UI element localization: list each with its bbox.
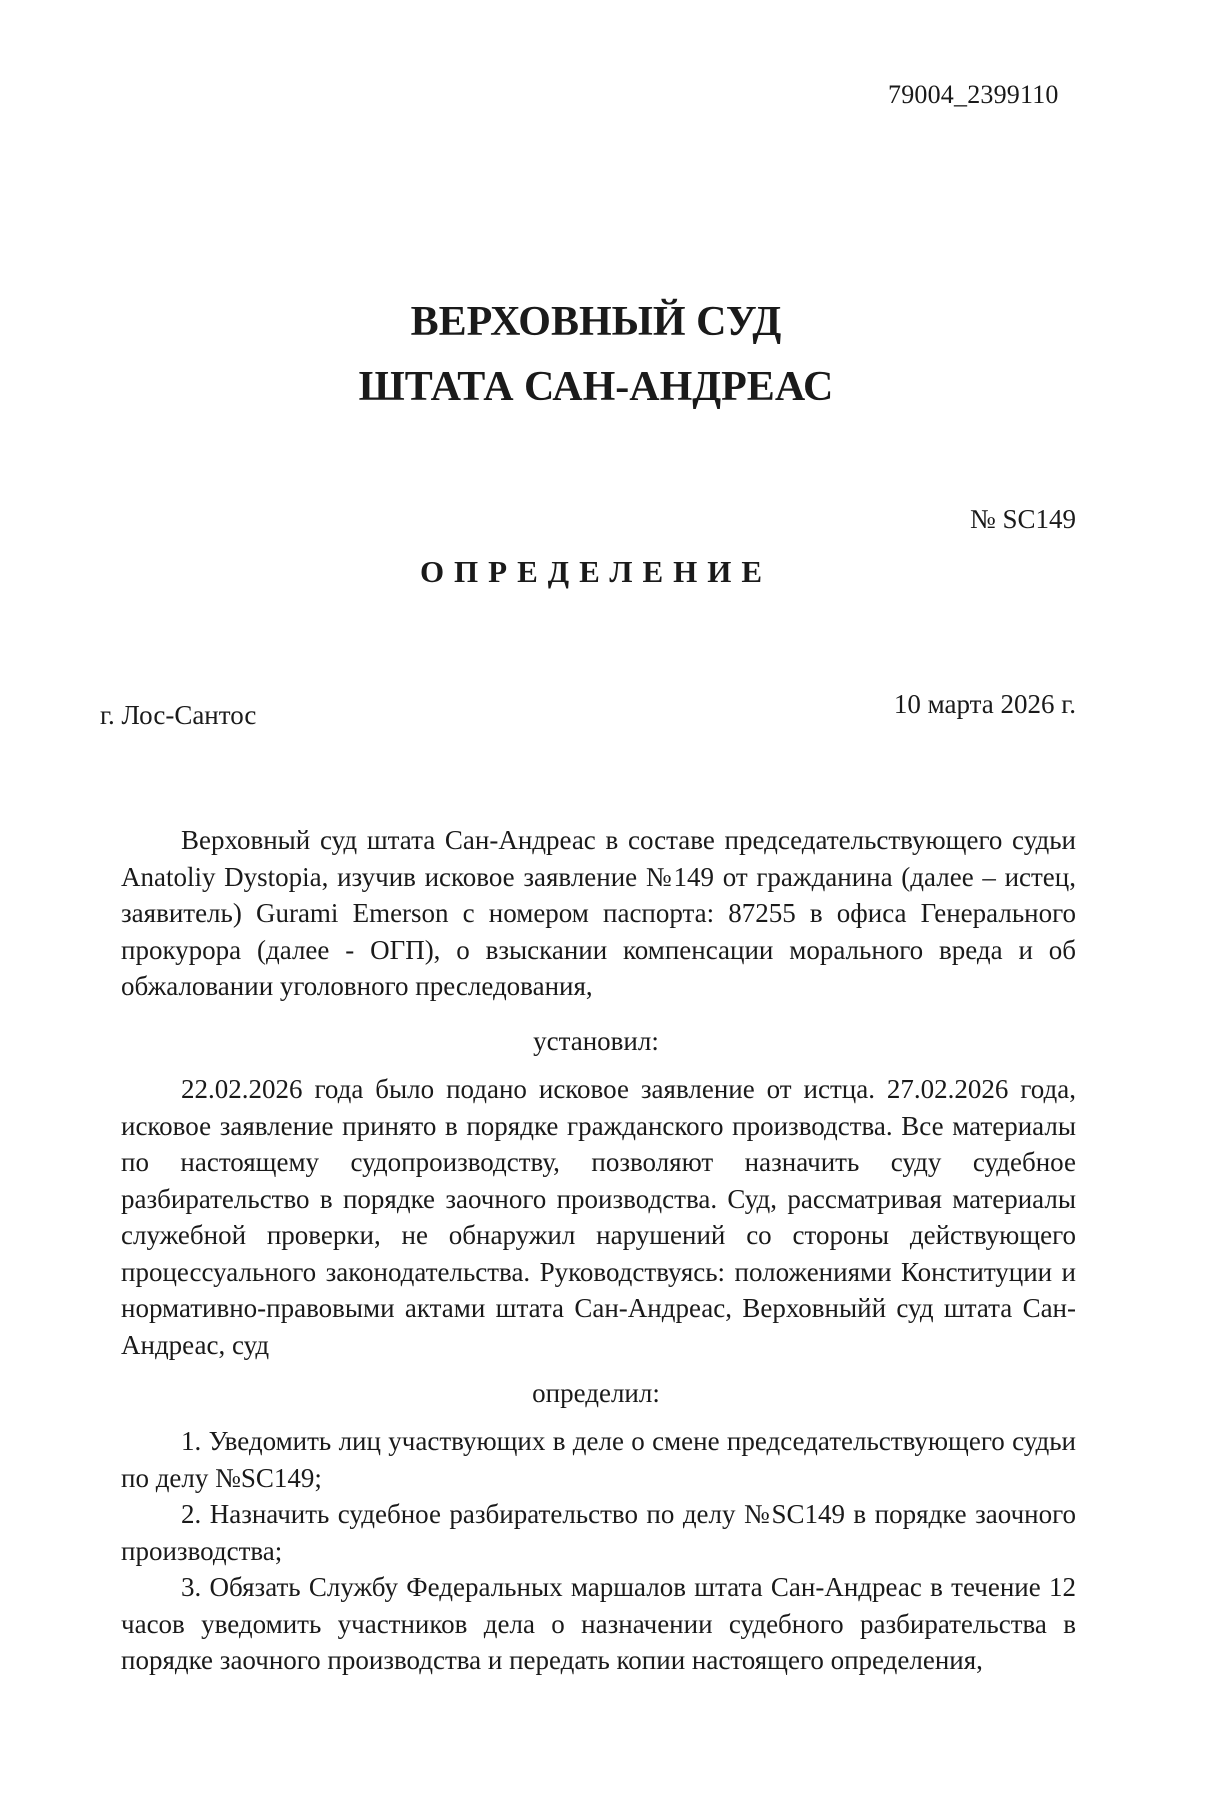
document-type-heading: ОПРЕДЕЛЕНИЕ	[419, 554, 773, 589]
court-title-line1: ВЕРХОВНЫЙ СУД	[410, 299, 782, 345]
decided-item-2: 2. Назначить судебное разбирательство по делу №SC149 в порядке заочного производства;	[121, 1499, 1076, 1566]
decided-heading: определил:	[532, 1378, 660, 1408]
decided-item-3: 3. Обязать Службу Федеральных маршалов штата Сан-Андреас в течение 12 часов уведомить участников дела о назначении судебного разбирательства в порядке заочного производства и передать копии настоящего определения,	[121, 1572, 1076, 1675]
city: г. Лос-Сантос	[100, 700, 257, 730]
court-title-line2: ШТАТА САН-АНДРЕАС	[358, 364, 834, 410]
decided-item-1: 1. Уведомить лиц участвующих в деле о смене председательствующего судьи по делу №SC149;	[121, 1426, 1076, 1493]
case-number: № SC149	[969, 504, 1076, 534]
intro-section	[121, 822, 1076, 1005]
established-section	[121, 1071, 1076, 1363]
established-heading: установил:	[533, 1026, 659, 1056]
court-title	[0, 290, 1192, 420]
decided-list	[121, 1423, 1076, 1679]
document-date: 10 марта 2026 г.	[893, 689, 1076, 719]
document-id: 79004_2399110	[888, 80, 1059, 109]
intro-paragraph: Верховный суд штата Сан-Андреас в составе председательствующего судьи Anatoliy Dystopia, изучив исковое заявление №149 от гражданина (далее – истец, заявитель) Gurami Emerson с номером паспорта: 87255 в офиса Генерального прокурора (далее - ОГП), о взыскании компенсации морального вреда и об обжаловании уголовного преследования,	[121, 825, 1076, 1001]
established-paragraph: 22.02.2026 года было подано исковое заявление от истца. 27.02.2026 года, исковое заявление принято в порядке гражданского производства. Все материалы по настоящему судопроизводству, позволяют назначить суду судебное разбирательство в порядке заочного производства. Суд, рассматривая материалы служебной проверки, не обнаружил нарушений со стороны действующего процессуального законодательства. Руководствуясь: положениями Конституции и нормативно-правовыми актами штата Сан-Андреас, Верховныйй суд штата Сан-Андреас, суд	[121, 1074, 1076, 1360]
